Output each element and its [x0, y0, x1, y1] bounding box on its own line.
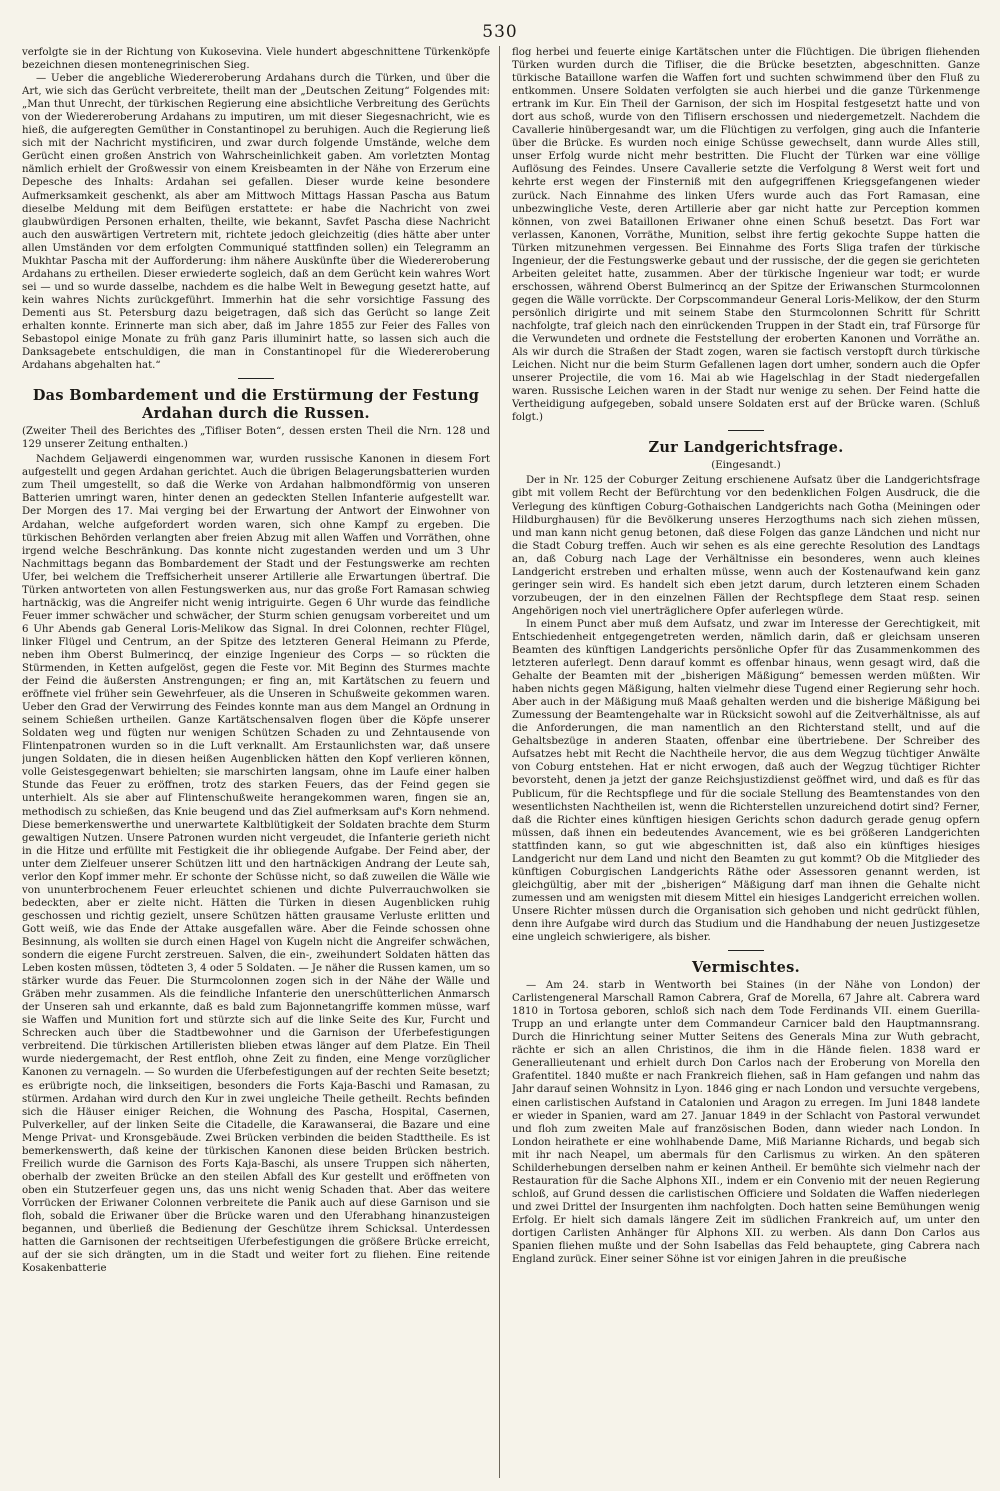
separator-rule: [728, 950, 764, 951]
article-title-vermischtes: Vermischtes.: [692, 959, 800, 977]
paragraph: Nachdem Geljawerdi eingenommen war, wurden russische Kanonen in diesem Fort aufgestellt und gegen Ardahan gerichtet. Auch die übrigen Belagerungsbatterien wurden zum Theil umgestellt, so daß die Werke von Ardahan halbmondförmig von unseren Batterien umringt waren, hinter denen an gedeckten Stellen Infanterie aufgestellt war. Der Morgen des 17. Mai verging bei der Erwartung der Antwort der Einwohner von Ardahan, welche aufgefordert worden waren, sich ohne Kampf zu ergeben. Die türkischen Behörden verlangten aber freien Abzug mit allen Waffen und Vorräthen, ohne irgend welche Beschränkung. Das konnte nicht zugestanden werden und um 3 Uhr Nachmittags begann das Bombardement der Stadt und der Festungswerke am rechten Ufer, bei welchem die Treffsicherheit unserer Artillerie alle Erwartungen übertraf. Die Türken antworteten von allen Festungswerken aus, nur das große Fort Ramasan schwieg hartnäckig, was die Angreifer nicht wenig intriguirte. Gegen 6 Uhr wurde das feindliche Feuer immer schwächer und schwächer, der Sturm schien genugsam vorbereitet und um 6 Uhr Abends gab General Loris-Melikow das Signal. In drei Colonnen, rechter Flügel, linker Flügel und Centrum, an der Spitze des letzteren General Heimann zu Pferde, neben ihm Oberst Bulmerincq, der einzige Ingenieur des Corps — so rückten die Stürmenden, in Ketten aufgelöst, gegen die Feste vor. Mit Beginn des Sturmes machte der Feind die äußersten Anstrengungen; er fing an, mit Kartätschen zu feuern und eröffnete viel früher sein Gewehrfeuer, als die Unseren in Schußweite gekommen waren. Ueber den Grad der Verwirrung des Feindes konnte man aus dem Mangel an Ordnung in seinem Schießen urtheilen. Ganze Kartätschensalven flogen über die Köpfe unserer Soldaten weg und fügten nur wenigen Schützen Schaden zu und Zehntausende von Flintenpatronen wurden so in die Luft verknallt. Am Erstaunlichsten war, daß unsere jungen Soldaten, die in diesen heißen Augenblicken hätten den Kopf verlieren können, volle Geistesgegenwart behielten; sie marschirten langsam, ohne im Laufe einer halben Stunde das Feuer zu eröffnen, trotz des starken Feuers, das der Feind gegen sie unterhielt. Als sie aber auf Flintenschußweite herangekommen waren, fingen sie an, methodisch zu schießen, das Knie beugend und das Ziel aufmerksam auf's Korn nehmend. Diese bemerkenswerthe und unerwartete Kaltblütigkeit der Soldaten brachte dem Sturm gewaltigen Nutzen. Unsere Patronen wurden nicht vergeudet, die Infanterie gerieth nicht in die Hitze und erfüllte mit Festigkeit die ihr obliegende Aufgabe. Der Feind aber, der unter dem Zielfeuer unserer Schützen litt und den hartnäckigen Andrang der Leute sah, verlor den Kopf immer mehr. Er schonte der Schüsse nicht, so daß zuweilen die Wälle wie von ununterbrochenem Feuer erleuchtet schienen und dichte Pulverrauchwolken sie bedeckten, aber er zielte nicht. Hätten die Türken in diesen Augenblicken ruhig geschossen und richtig gezielt, unsere Schützen hätten grausame Verluste erlitten und Gott weiß, wie das Ende der Attake ausgefallen wäre. Aber die Feinde schossen ohne Besinnung, als wollten sie durch einen Hagel von Kugeln nicht die Angreifer schwächen, sondern die eigene Furcht zerstreuen. Salven, die ein-, zweihundert Soldaten hätten das Leben kosten müssen, tödteten 3, 4 oder 5 Soldaten. — Je näher die Russen kamen, um so stärker wurde das Feuer. Die Sturmcolonnen zogen sich in der Nähe der Wälle und Gräben mehr zusammen. Als die feindliche Infanterie den unerschütterlichen Anmarsch der Unseren sah und erkannte, daß es bald zum Bajonnetangriffe kommen müsse, warf sie Waffen und Munition fort und stürzte sich auf die linke Seite des Kur, Furcht und Schrecken auch über die Stadtbewohner und die Garnison der Uferbefestigungen verbreitend. Die türkischen Artilleristen blieben etwas länger auf dem Platze. Ein Theil wurde niedergemacht, der Rest entfloh, ohne Zeit zu finden, eine Menge vorzüglicher Kanonen zu vernageln. — So wurden die Uferbefestigungen auf der rechten Seite besetzt; es erübrigte noch, die linkseitigen, besonders die Forts Kaja-Baschi und Ramasan, zu stürmen. Ardahan wird durch den Kur in zwei ungleiche Theile getheilt. Rechts befinden sich die Häuser einiger Reichen, die Wohnung des Pascha, Hospital, Casernen, Pulverkeller, auf der linken Seite die Citadelle, die Karawanserai, die Bazare und eine Menge Privat- und Kronsgebäude. Zwei Brücken verbinden die beiden Stadttheile. Es ist bemerkenswerth, daß keine der türkischen Kanonen diese beiden Brücken bestrich. Freilich wurde die Garnison des Forts Kaja-Baschi, als unsere Truppen sich näherten, oberhalb der zweiten Brücke an den steilen Abfall des Kur gestellt und eröffneten von oben ein Stutzerfeuer gegen uns, das uns nicht wenig Schaden that. Aber das weitere Vorrücken der Eriwaner Colonnen verbreitete die Panik auch auf diese Garnison und sie floh, sobald die Eriwaner über die Brücke waren und den Uferabhang hinanzusteigen begannen, und überließ die Bedienung der Geschütze ihrem Schicksal. Unterdessen hatten die Garnisonen der rechtseitigen Uferbefestigungen die größere Brücke erreicht, auf der sie sich drängten, um in die Stadt und weiter fort zu fliehen. Eine reitende Kosakenbatterie: [22, 454, 490, 1275]
page-number: 530: [482, 22, 518, 42]
article-title-landgerichtsfrage: Zur Landgerichtsfrage.: [648, 439, 844, 457]
article-intro: (Zweiter Theil des Berichtes des „Tifliser Boten“, dessen ersten Theil die Nrn. 128 und 129 unserer Zeitung enthalten.): [22, 426, 490, 451]
article-title-bombardement: Das Bombardement und die Erstürmung der Festung Ardahan durch die Russen.: [32, 387, 480, 423]
paragraph: Der in Nr. 125 der Coburger Zeitung erschienene Aufsatz über die Landgerichtsfrage gibt mit vollem Recht der Befürchtung vor den bedenklichen Folgen Ausdruck, die die Verlegung des künftigen Coburg-Gothaischen Landgerichts nach Gotha (Meiningen oder Hildburghausen) für die Bevölkerung unseres Herzogthums nach sich ziehen müssen, und man kann nicht genug betonen, daß diese Folgen das ganze Ländchen und nicht nur die Stadt Coburg treffen. Auch wir sehen es als eine gerechte Resolution des Landtags an, daß Coburg nach Lage der Verhältnisse ein besonderes, wenn auch kleines Landgericht erstreben und erhalten müsse, wenn auch der Kostenaufwand kein ganz geringer sein wird. Es handelt sich eben jetzt darum, durch letzteren einem Schaden vorzubeugen, der in den einzelnen Fällen der Rechtspflege dem Staat resp. seinen Angehörigen noch viel unerträglichere Opfer auferlegen würde.: [512, 475, 980, 617]
right-column: [512, 46, 980, 1478]
paragraph: In einem Punct aber muß dem Aufsatz, und zwar im Interesse der Gerechtigkeit, mit Entschiedenheit entgegengetreten werden, nämlich darin, daß er gleichsam unseren Beamten des künftigen Landgerichts persönliche Opfer für das Zusammenkommen des letzteren auferlegt. Denn darauf kommt es offenbar hinaus, wenn gesagt wird, daß die Gehalte der Beamten mit der „bisherigen Mäßigung“ bemessen werden müßten. Wir haben nichts gegen Mäßigung, halten vielmehr diese Tugend einer Regierung sehr hoch. Aber auch in der Mäßigung muß Maaß gehalten werden und die bisherige Mäßigung bei Zumessung der Beamtengehalte war in Rücksicht sowohl auf die Zeitverhältnisse, als auf die Anforderungen, die man namentlich an den Richterstand stellt, und auf die Gehaltsbezüge in anderen Staaten, offenbar eine übertriebene. Der Schreiber des Aufsatzes hebt mit Recht die Nachtheile hervor, die aus dem Wegzug tüchtiger Anwälte von Coburg entstehen. Hat er nicht erwogen, daß auch der Wegzug tüchtiger Richter bevorsteht, denen ja jetzt der ganze Reichsjustizdienst geöffnet wird, und daß es für das Publicum, für die Rechtspflege und für die sociale Stellung des Beamtenstandes von den wesentlichsten Nachtheilen ist, wenn die Richterstellen unzureichend dotirt sind? Ferner, daß die Richter eines künftigen hiesigen Gerichts schon dadurch gerade genug opfern müssen, daß ihnen ein bedeutendes Avancement, wie es bei größeren Landgerichten stattfinden kann, so gut wie abgeschnitten ist, daß also ein künftiges hiesiges Landgericht nur dem Land und nicht den Beamten zu gut kommt? Ob die Mitglieder des künftigen Coburgischen Landgerichts Räthe oder Assessoren genannt werden, ist gleichgültig, aber mit der „bisherigen“ Mäßigung darf man ihnen die Gehalte nicht zumessen und am wenigsten mit diesem Mittel ein hiesiges Landgericht erreichen wollen. Unsere Richter müssen durch die Organisation sich gehoben und nicht gedrückt fühlen, denn ihre Aufgabe wird durch das Studium und die Handhabung der neuen Justizgesetze eine ungleich schwierigere, als bisher.: [512, 618, 980, 944]
column-divider: [499, 46, 500, 1478]
left-column: [22, 46, 490, 1478]
paragraph: flog herbei und feuerte einige Kartätschen unter die Flüchtigen. Die übrigen fliehenden Türken wurden durch die Tifliser, die die Brücke besetzten, abgeschnitten. Ganze türkische Bataillone warfen die Waffen fort und suchten schwimmend über den Fluß zu entkommen. Unsere Soldaten verfolgten sie auch hierbei und die ganze Türkenmenge ertrank im Kur. Ein Theil der Garnison, der sich im Hospital festgesetzt hatte und von dort aus schoß, wurde von den Tiflisern erschossen und niedergemetzelt. Nachdem die Cavallerie hinübergesandt war, um die Flüchtigen zu verfolgen, ging auch die Infanterie über die Brücke. Es wurden noch einige Schüsse gewechselt, dann wurde Alles still, unser Erfolg wurde nicht mehr bestritten. Die Flucht der Türken war eine völlige Auflösung des Feindes. Unsere Cavallerie setzte die Verfolgung 8 Werst weit fort und kehrte erst wegen der Finsterniß mit den aufgegriffenen Kriegsgefangenen wieder zurück. Nach Einnahme des linken Ufers wurde auch das Fort Ramasan, eine unbezwingliche Veste, deren Artillerie aber gar nicht hatte zur Perception kommen können, von zwei Bataillonen Eriwaner ohne einen Schuß besetzt. Das Fort war verlassen, Kanonen, Vorräthe, Munition, selbst ihre fertig gekochte Suppe hatten die Türken mitzunehmen vergessen. Bei Einnahme des Forts Sliga trafen der türkische Ingenieur, der die Festungswerke gebaut und der russische, der die gegen sie gerichteten Arbeiten geleitet hatte, zusammen. Aber der türkische Ingenieur war todt; er wurde erschossen, während Oberst Bulmerincq an der Spitze der Eriwanschen Sturmcolonnen gegen die Wälle vorrückte. Der Corpscommandeur General Loris-Melikow, der den Sturm persönlich dirigirte und mit seinem Stabe den Sturmcolonnen Schritt für Schritt nachfolgte, traf gleich nach den einrückenden Truppen in der Stadt ein, traf Fürsorge für die Verwundeten und ordnete die Feststellung der eroberten Kanonen und Vorräthe an. Als wir durch die Straßen der Stadt zogen, waren sie factisch verstopft durch türkische Leichen. Nicht nur die beim Sturm Gefallenen lagen dort umher, sondern auch die Opfer unserer Projectile, die vom 16. Mai ab wie Hagelschlag in der Stadt niedergefallen waren. Russische Leichen waren in der Stadt nur wenige zu sehen. Der Feind hatte die Vertheidigung aufgegeben, sobald unsere Soldaten erst auf der Brücke waren. (Schluß folgt.): [512, 47, 980, 424]
paragraph: — Am 24. starb in Wentworth bei Staines (in der Nähe von London) der Carlistengeneral Marschall Ramon Cabrera, Graf de Morella, 67 Jahre alt. Cabrera ward 1810 in Tortosa geboren, schloß sich nach dem Tode Ferdinands VII. einem Guerilla-Trupp an und erlangte unter dem Commandeur Carnicer bald den Hauptmannsrang. Durch die Hinrichtung seiner Mutter Seitens des Generals Mina zur Wuth gebracht, rächte er sich an allen Christinos, die ihm in die Hände fielen. 1838 ward er Generallieutenant und erhielt durch Don Carlos nach der Eroberung von Morella den Grafentitel. 1840 mußte er nach Frankreich fliehen, saß in Ham gefangen und nahm das Jahr darauf seinen Wohnsitz in Lyon. 1846 ging er nach London und versuchte vergebens, einen carlistischen Aufstand in Catalonien und Aragon zu erregen. Im Juni 1848 landete er wieder in Spanien, ward am 27. Januar 1849 in der Schlacht von Pastoral verwundet und floh zum zweiten Male auf französischen Boden, dann wieder nach London. In London heirathete er eine wohlhabende Dame, Miß Marianne Richards, und begab sich mit ihr nach Neapel, um abermals für den Carlismus zu wirken. An den späteren Schilderhebungen derselben nahm er keinen Antheil. Er bemühte sich vielmehr nach der Restauration für die Sache Alphons XII., indem er ein Convenio mit der neuen Regierung schloß, auf Grund dessen die carlistischen Officiere und Soldaten die Waffen niederlegen und zwei Drittel der Insurgenten ihm nachfolgten. Doch hatten seine Bemühungen wenig Erfolg. Er hielt sich damals längere Zeit im südlichen Frankreich auf, um unter den dortigen Carlisten Anhänger für Alphons XII. zu werben. Als dann Don Carlos aus Spanien fliehen mußte und der Sohn Isabellas das Feld behauptete, ging Cabrera nach England zurück. Einer seiner Söhne ist vor einigen Jahren in die preußische: [512, 980, 980, 1266]
separator-rule: [728, 430, 764, 431]
paragraph: — Ueber die angebliche Wiedereroberung Ardahans durch die Türken, und über die Art, wie sich das Gerücht verbreitete, theilt man der „Deutschen Zeitung“ Folgendes mit: „Man thut Unrecht, der türkischen Regierung eine absichtliche Verbreitung des Gerüchts von der Wiedereroberung Ardahans zu imputiren, um mit dieser Siegesnachricht, wie es hieß, die aufgeregten Gemüther in Constantinopel zu beruhigen. Auch die Regierung ließ sich mit der Nachricht mystificiren, und zwar durch folgende Umstände, welche dem Gerücht einen großen Anstrich von Wahrscheinlichkeit gaben. Am vorletzten Montag nämlich erhielt der Großwessir von einem Kreisbeamten in der Nähe von Erzerum eine Depesche des Inhalts: Ardahan sei gefallen. Dieser wurde keine besondere Aufmerksamkeit geschenkt, als aber am Mittwoch Mittags Hassan Pascha aus Batum dieselbe Meldung mit dem Beifügen erstattete: er habe die Nachricht von zwei glaubwürdigen Personen erhalten, theilte, wie bekannt, Savfet Pascha diese Nachricht auch den auswärtigen Vertretern mit, richtete jedoch gleichzeitig (dies hätte aber unter allen Umständen vor dem erfolgten Communiqué stattfinden sollen) ein Telegramm an Mukhtar Pascha mit der Aufforderung: ihm nähere Auskünfte über die Wiedereroberung Ardahans zu ertheilen. Dieser erwiederte sogleich, daß an dem Gerücht kein wahres Wort sei — und so wurde dasselbe, nachdem es die halbe Welt in Bewegung gesetzt hatte, auf kein wahres Nichts zurückgeführt. Immerhin hat die sehr vorsichtige Fassung des Dementi aus St. Petersburg dazu beigetragen, daß sich das Gerücht so lange Zeit erhalten konnte. Erinnerte man sich aber, daß im Jahre 1855 zur Feier des Falles von Sebastopol einige Monate zu früh ganz Paris illuminirt hatte, so lassen sich auch die Danksagebete entschuldigen, die man in Constantinopel für die Wiedereroberung Ardahans abgehalten hat.“: [22, 73, 490, 372]
separator-rule: [238, 378, 274, 379]
paragraph: verfolgte sie in der Richtung von Kukosevina. Viele hundert abgeschnittene Türkenköpfe bezeichnen diesen montenegrinischen Sieg.: [22, 47, 490, 72]
article-subtitle: (Eingesandt.): [711, 460, 781, 472]
